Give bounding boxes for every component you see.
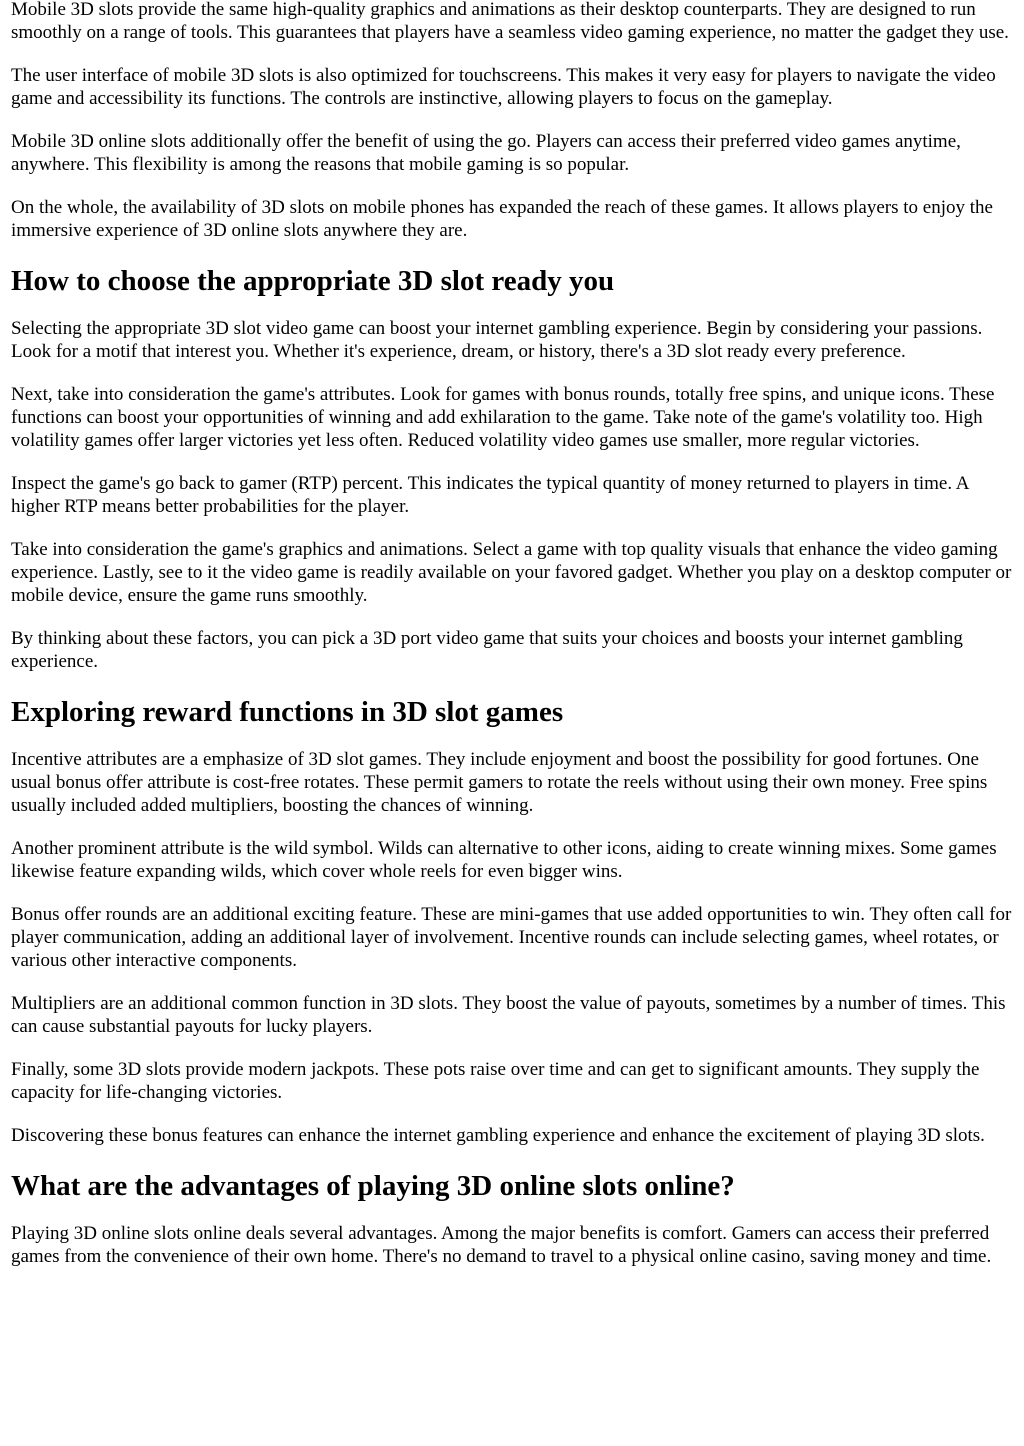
section-paragraph: Inspect the game's go back to gamer (RTP) percent. This indicates the typical quantity of money returned to players in time. A higher RTP means better probabilities for the player. bbox=[11, 473, 969, 517]
section-paragraph: Incentive attributes are a emphasize of 3D slot games. They include enjoyment and boost the possibility for good fortunes. One usual bonus offer attribute is cost-free rotates. These permit gamers to rotate the reels without using their own money. Free spins usually included added multipliers, boosting the chances of winning. bbox=[11, 749, 988, 816]
section-paragraph: Selecting the appropriate 3D slot video game can boost your internet gambling experience. Begin by considering your passions. Look for a motif that interest you. Whether it's experience, dream, or history, there's a 3D slot ready every preference. bbox=[11, 318, 983, 362]
section-paragraph: Another prominent attribute is the wild symbol. Wilds can alternative to other icons, aiding to create winning mixes. Some games likewise feature expanding wilds, which cover whole reels for even bigger wins. bbox=[11, 838, 997, 882]
section-paragraph: Take into consideration the game's graphics and animations. Select a game with top quality visuals that enhance the video gaming experience. Lastly, see to it the video game is readily available on your favored gadget. Whether you play on a desktop computer or mobile device, ensure the game runs smoothly. bbox=[11, 539, 1012, 606]
section-paragraph: Finally, some 3D slots provide modern jackpots. These pots raise over time and can get to significant amounts. They supply the capacity for life-changing victories. bbox=[11, 1059, 980, 1103]
section-heading: Exploring reward functions in 3D slot games bbox=[11, 696, 564, 728]
intro-paragraph-4: On the whole, the availability of 3D slots on mobile phones has expanded the reach of these games. It allows players to enjoy the immersive experience of 3D online slots anywhere they are. bbox=[11, 197, 993, 241]
section-paragraph: Bonus offer rounds are an additional exciting feature. These are mini-games that use added opportunities to win. They often call for player communication, adding an additional layer of involvement. Incentive rounds can include selecting games, wheel rotates, or various other interactive components. bbox=[11, 904, 1012, 971]
section-paragraph: By thinking about these factors, you can pick a 3D port video game that suits your choices and boosts your internet gambling experience. bbox=[11, 628, 963, 672]
section-paragraph: Playing 3D online slots online deals several advantages. Among the major benefits is comfort. Gamers can access their preferred games from the convenience of their own home. There's no demand to travel to a physical online casino, saving money and time. bbox=[11, 1223, 992, 1267]
intro-paragraph-2: The user interface of mobile 3D slots is also optimized for touchscreens. This makes it very easy for players to navigate the video game and accessibility its functions. The controls are instinctive, allowing players to focus on the gameplay. bbox=[11, 65, 996, 109]
section-bonus-features bbox=[11, 693, 1015, 1147]
section-advantages bbox=[11, 1167, 1015, 1268]
article-body bbox=[11, 0, 1015, 1288]
intro-paragraph-1: Mobile 3D slots provide the same high-quality graphics and animations as their desktop counterparts. They are designed to run smoothly on a range of tools. This guarantees that players have a seamless video gaming experience, no matter the gadget they use. bbox=[11, 0, 1009, 43]
section-heading: How to choose the appropriate 3D slot ready you bbox=[11, 265, 615, 297]
intro-paragraph-3: Mobile 3D online slots additionally offer the benefit of using the go. Players can access their preferred video games anytime, anywhere. This flexibility is among the reasons that mobile gaming is so popular. bbox=[11, 131, 961, 175]
section-paragraph: Discovering these bonus features can enhance the internet gambling experience and enhance the excitement of playing 3D slots. bbox=[11, 1125, 985, 1146]
section-heading: What are the advantages of playing 3D online slots online? bbox=[11, 1170, 735, 1202]
section-paragraph: Next, take into consideration the game's attributes. Look for games with bonus rounds, totally free spins, and unique icons. These functions can boost your opportunities of winning and add exhilaration to the game. Take note of the game's volatility too. High volatility games offer larger victories yet less often. Reduced volatility video games use smaller, more regular victories. bbox=[11, 384, 995, 451]
section-paragraph: Multipliers are an additional common function in 3D slots. They boost the value of payouts, sometimes by a number of times. This can cause substantial payouts for lucky players. bbox=[11, 993, 1006, 1037]
section-choose-slot bbox=[11, 262, 1015, 673]
